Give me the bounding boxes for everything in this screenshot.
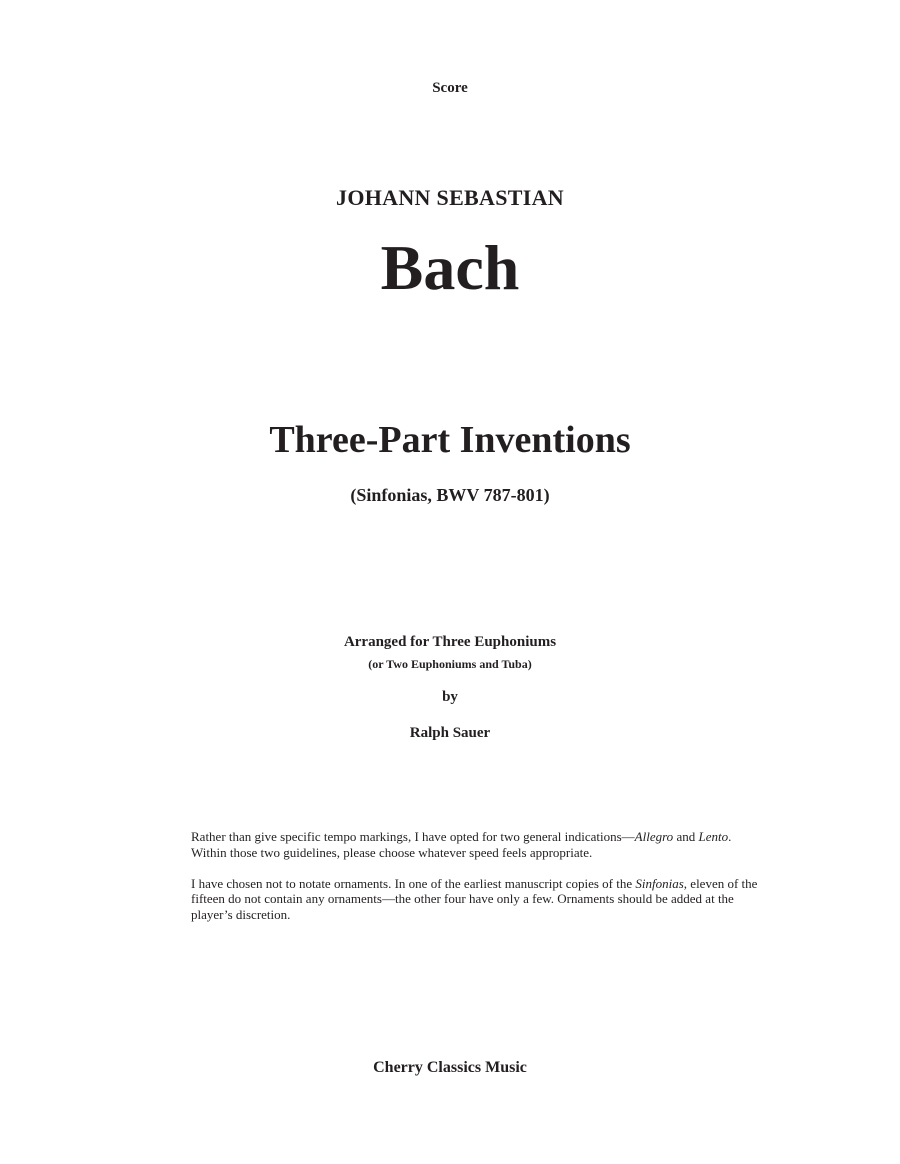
note-ornaments-text: I have chosen not to notate ornaments. In one of the earliest manuscript copies of the [191, 875, 636, 891]
work-subtitle: (Sinfonias, BWV 787-801) [350, 485, 550, 505]
arranger-name: Ralph Sauer [409, 725, 491, 741]
by-label: by [442, 689, 458, 705]
note-tempo-and: and [673, 829, 699, 844]
tempo-allegro: Allegro [634, 829, 674, 844]
tempo-lento: Lento [698, 829, 729, 844]
note-ornaments [191, 876, 761, 923]
note-tempo-rest: . Within those two guidelines, please choose whatever speed feels appropriate. [191, 829, 732, 860]
note-tempo [191, 829, 761, 860]
score-label: Score [432, 80, 468, 96]
publisher: Cherry Classics Music [373, 1059, 527, 1076]
performance-notes [191, 829, 761, 922]
arrangement-alternate: (or Two Euphoniums and Tuba) [368, 657, 532, 671]
note-tempo-text: Rather than give specific tempo markings, I have opted for two general indications— [191, 829, 635, 844]
composer-first-names: JOHANN SEBASTIAN [336, 185, 564, 210]
composer-last-name: Bach [380, 232, 520, 303]
sinfonias-italic: Sinfonias [635, 875, 684, 891]
note-ornaments-rest: , eleven of the fifteen do not contain any ornaments—the other four have only a few. Ornaments should be added at the player’s discretion. [191, 875, 758, 922]
arrangement-line: Arranged for Three Euphoniums [343, 634, 557, 650]
work-title: Three-Part Inventions [269, 419, 631, 461]
